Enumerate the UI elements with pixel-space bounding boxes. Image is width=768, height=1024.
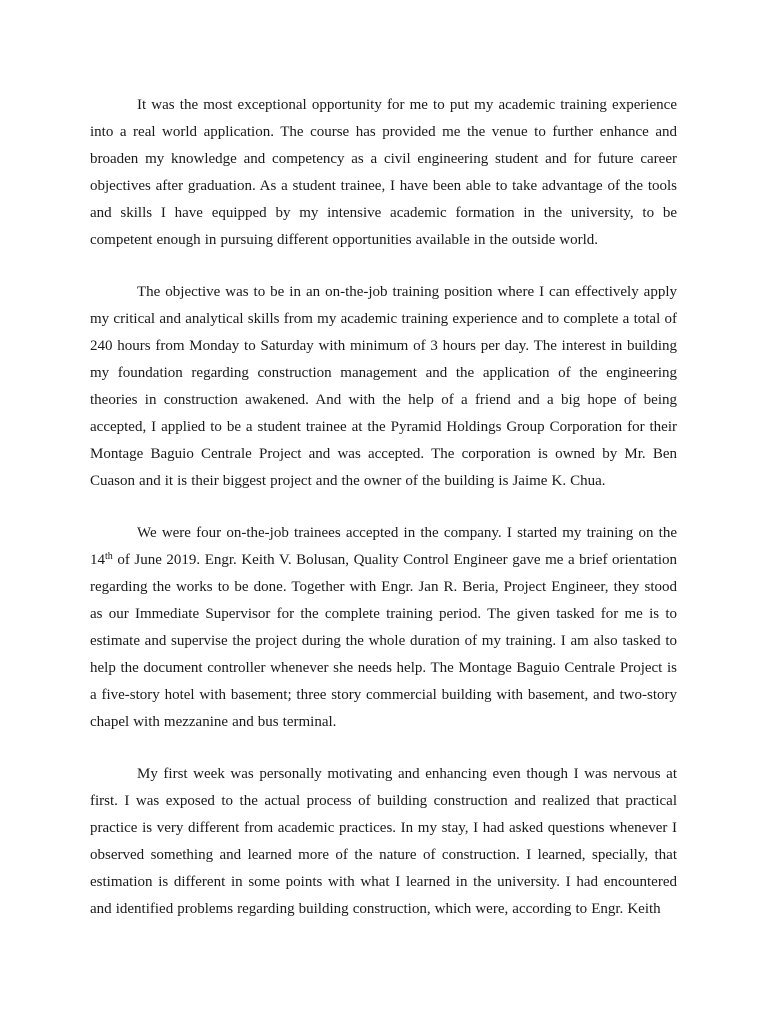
paragraph-objective: The objective was to be in an on-the-job training position where I can effectively apply my critical and analytical skills from my academic training experience and to complete a total of 240 hours from Monday to Saturday with minimum of 3 hours per day. The interest in building my foundation regarding construction management and the application of the engineering theories in construction awakened. And with the help of a friend and a big hope of being accepted, I applied to be a student trainee at the Pyramid Holdings Group Corporation for their Montage Baguio Centrale Project and was accepted. The corporation is owned by Mr. Ben Cuason and it is their biggest project and the owner of the building is Jaime K. Chua. xyxy=(90,284,677,489)
paragraph-training-start xyxy=(90,520,677,736)
paragraph-training-start-post: of June 2019. Engr. Keith V. Bolusan, Quality Control Engineer gave me a brief orientation regarding the works to be done. Together with Engr. Jan R. Beria, Project Engineer, they stood as our Immediate Supervisor for the complete training period. The given tasked for me is to estimate and supervise the project during the whole duration of my training. I am also tasked to help the document controller whenever she needs help. The Montage Baguio Centrale Project is a five-story hotel with basement; three story commercial building with basement, and two-story chapel with mezzanine and bus terminal. xyxy=(90,552,677,730)
ordinal-suffix: th xyxy=(105,551,113,562)
document-body xyxy=(90,92,677,948)
paragraph-introduction: It was the most exceptional opportunity for me to put my academic training experience into a real world application. The course has provided me the venue to further enhance and broaden my knowledge and competency as a civil engineering student and for future career objectives after graduation. As a student trainee, I have been able to take advantage of the tools and skills I have equipped by my intensive academic formation in the university, to be competent enough in pursuing different opportunities available in the outside world. xyxy=(90,97,677,248)
paragraph-training-start-pre: We were four on-the-job trainees accepted in the company. I started my training on the 14 xyxy=(90,525,677,568)
paragraph-first-week: My first week was personally motivating and enhancing even though I was nervous at first. I was exposed to the actual process of building construction and realized that practical practice is very different from academic practices. In my stay, I had asked questions whenever I observed something and learned more of the nature of construction. I learned, specially, that estimation is different in some points with what I learned in the university. I had encountered and identified problems regarding building construction, which were, according to Engr. Keith xyxy=(90,766,677,917)
